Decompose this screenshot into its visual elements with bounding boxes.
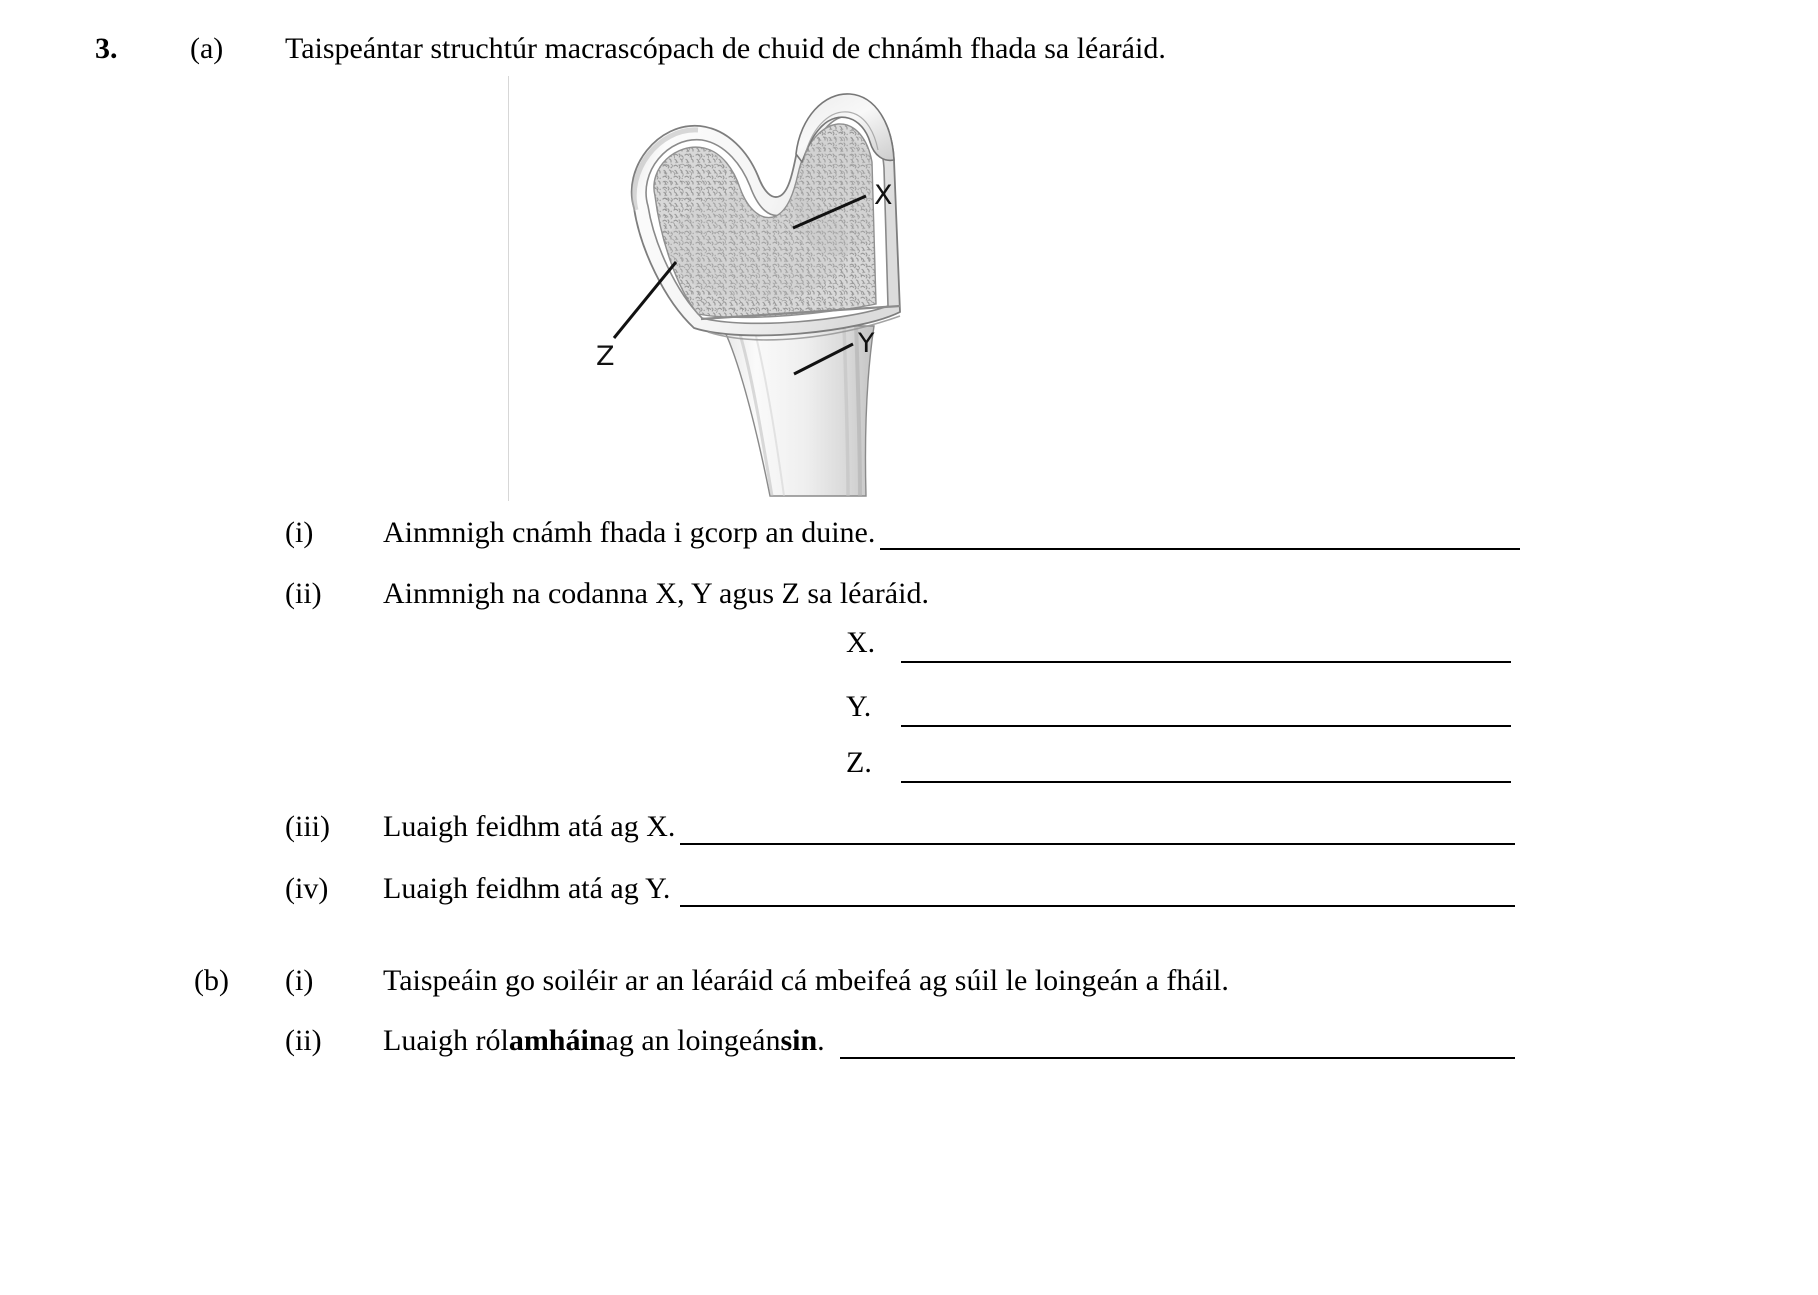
item-a-ii-question: Ainmnigh na codanna X, Y agus Z sa léaráid. <box>383 577 929 610</box>
item-a-i-text <box>383 516 875 550</box>
item-b-ii-pre: Luaigh ról <box>383 1024 509 1057</box>
part-b-label: (b) <box>194 964 229 997</box>
answer-line-y[interactable] <box>901 725 1511 727</box>
sublabel-x <box>846 626 875 660</box>
answer-line-a-iii[interactable] <box>680 843 1515 845</box>
answer-line-a-iv[interactable] <box>680 905 1515 907</box>
sublabel-z-text: Z. <box>846 746 872 779</box>
item-b-ii-bold-sin: sin <box>780 1024 818 1057</box>
sublabel-y-text: Y. <box>846 690 872 723</box>
question-number-text: 3. <box>95 32 118 65</box>
item-a-iii-question: Luaigh feidhm atá ag X. <box>383 810 676 843</box>
item-a-ii-text <box>383 577 929 611</box>
leader-line-z <box>614 262 676 338</box>
item-b-i-label: (i) <box>285 964 314 997</box>
item-a-iii-marker <box>285 810 330 844</box>
item-b-ii-mid: ag an loingeán <box>605 1024 781 1057</box>
item-a-ii-label: (ii) <box>285 577 322 610</box>
part-a-marker <box>190 32 223 66</box>
sublabel-y <box>846 690 871 724</box>
item-a-i-question: Ainmnigh cnámh fhada i gcorp an duine. <box>383 516 876 549</box>
item-a-iv-question: Luaigh feidhm atá ag Y. <box>383 872 671 905</box>
bone-diagram <box>508 76 1068 501</box>
item-b-ii-marker <box>285 1024 322 1058</box>
item-b-ii-post: . <box>817 1024 825 1057</box>
question-number <box>95 32 118 66</box>
item-a-ii-marker <box>285 577 322 611</box>
item-b-i-text <box>383 964 1229 998</box>
answer-line-x[interactable] <box>901 661 1511 663</box>
answer-line-z[interactable] <box>901 781 1511 783</box>
item-b-ii-label: (ii) <box>285 1024 322 1057</box>
sublabel-x-text: X. <box>846 626 876 659</box>
long-bone-illustration <box>508 76 1068 501</box>
item-a-iii-label: (iii) <box>285 810 330 843</box>
sublabel-z <box>846 746 872 780</box>
item-a-iv-marker <box>285 872 328 906</box>
item-a-iii-text <box>383 810 675 844</box>
item-a-iv-text <box>383 872 670 906</box>
item-b-i-marker <box>285 964 313 998</box>
diagram-label-z: Z <box>596 341 615 372</box>
item-a-i-label: (i) <box>285 516 314 549</box>
item-b-i-question: Taispeáin go soiléir ar an léaráid cá mbeifeá ag súil le loingeán a fháil. <box>383 964 1229 997</box>
item-a-i-marker <box>285 516 313 550</box>
item-b-ii-bold-amhain: amháin <box>508 1024 606 1057</box>
item-a-iv-label: (iv) <box>285 872 329 905</box>
part-a-stem-text: Taispeántar struchtúr macrascópach de chuid de chnámh fhada sa léaráid. <box>285 32 1166 65</box>
part-b-marker <box>194 964 229 998</box>
part-a-label: (a) <box>190 32 224 65</box>
diagram-label-x: X <box>874 180 893 211</box>
item-b-ii-text <box>383 1024 825 1058</box>
part-a-stem <box>285 32 1166 66</box>
answer-line-b-ii[interactable] <box>840 1057 1515 1059</box>
answer-line-a-i[interactable] <box>880 548 1520 550</box>
diagram-label-y: Y <box>858 328 875 359</box>
